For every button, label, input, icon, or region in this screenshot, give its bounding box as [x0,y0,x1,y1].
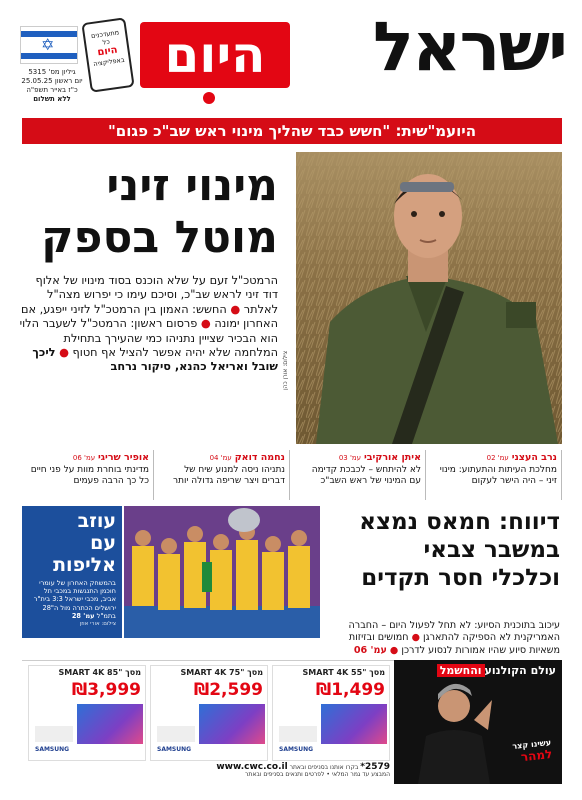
page-ref: עמ' 06 [353,644,387,656]
soldier-illustration [296,152,562,444]
bullet-icon: ● [230,302,241,316]
logo-today: היום [140,22,290,88]
bullet-icon: ● [59,346,69,360]
teaser-item[interactable]: נחמה דואק עמ' 04 נתניהו ניסה למנוע שיח של דברים ויצר שריפה גדולה יותר [158,450,290,500]
sports-title: עוזב עם אליפות [53,510,116,576]
tv-spec-badge [279,726,317,742]
bullet-icon: ● [389,644,399,656]
logo-dot [203,92,215,104]
issue-info: גיליון מס' 5315 יום ראשון 25.05.25 כ"ז באייר תשפ"ה ללא תשלום [21,68,83,103]
presenter-illustration [414,680,494,784]
teaser-item[interactable]: איתן אורקיבי עמ' 03 לא להיתחש – לכבכת קדימה עם המינוי של ראש השב"כ [294,450,426,500]
tv-screen-icon [77,704,143,744]
lead-photo[interactable] [296,152,562,444]
masthead [0,0,582,112]
bullet-icon: ● [200,317,211,331]
tv-offer[interactable]: SMART 4K 75" מסך ₪2,599 SAMSUNG [150,665,268,761]
second-body: עיכוב בתוכנית הסיוע: לא תחל לפעול היום – החברה האמריקנית לא הספיקה להתארגן ● חמושים ובזיזות משאיות סיוע שהיו אמורות לנסוע לדרכן ● עמ' 06 [348,620,560,656]
lead-headline[interactable]: מינוי זיני מוטל בספק [41,160,278,263]
tv-screen-icon [321,704,387,744]
second-headline[interactable]: דיווח: חמאס נמצא במשבר צבאי וכלכלי חסר תקדים [359,509,560,591]
sports-photo[interactable] [124,506,320,638]
tv-screen-icon [199,704,265,744]
teaser-row [22,450,562,500]
top-banner[interactable]: היועמ"שית: "חשש כבד שהליך מינוי ראש שב"כ פגום" [22,118,562,144]
olam-ad[interactable] [394,660,562,784]
bullet-icon: ● [411,632,420,644]
olam-slogan: עשינו קצר למהר [512,738,554,765]
israel-flag-icon: ✡ [20,26,78,64]
sports-box[interactable] [22,506,122,638]
app-promo-phone-icon[interactable]: מתעדכנים כל היום באפליקציה [81,17,134,92]
lead-byline: ליכך שובל ואריאל כהנא, סיקור נרחב [32,346,278,374]
tv-offer[interactable]: SMART 4K 85" מסך ₪3,999 SAMSUNG [28,665,146,761]
olam-logo: עולם הקולנועוהחשמל [437,664,556,677]
ad-contact[interactable]: 2579* בקרו אותנו בסניפים ובאתר www.cwc.co.il המבצע עד גמר המלאי • לפרטים ותנאים בסניפים ובאתר [216,762,390,778]
tv-spec-badge [157,726,195,742]
teaser-item[interactable]: אופיר שריגי עמ' 06 מדינתי בוחרת מוות על פני חיים כל כך הרבה פעמים [22,450,154,500]
lead-body: הרמטכ"ל זעם על שלא הוכנס בסוד מינויו של אלוף דוד זיני לראש שב"כ, וסיכם עימו כי יפרוש מצה"ל לאלתר ● החשש: האמון בין הרמטכ"ל לזיני ייפגע, אם האחרון ימונה ● פרסום ראשון: הרמטכ"ל לשעבר הלוי הוא הבכיר שצייין נתניהו כמי שהעירך בתחילת המלחמה שלא יהיה אפשר להציל אף חטוף ● ליכך שובל ואריאל כהנא, סיקור נרחב [19,274,278,374]
tv-offer[interactable]: SMART 4K 55" מסך ₪1,499 SAMSUNG [272,665,390,761]
logo-word: ישראל [372,8,566,87]
tv-spec-badge [35,726,73,742]
team-celebration-illustration [124,506,320,638]
teaser-item[interactable]: נרב העצני עמ' 02 מחלכת העיתות והתעתוע: מינוי זיני – היה הישר לעקום [430,450,562,500]
sports-body: בהמשחק האחרון של עומרי חוכמן התנגשות במכבי תל אביב, מכבי ישראל 3:3 בית"ר ירושלים הכתרה מול ה"28 בתמ"ל עמ' 28 צילום: אורי אוזן [33,579,116,628]
photo-credit: צילום: אורן כהן [282,350,289,390]
